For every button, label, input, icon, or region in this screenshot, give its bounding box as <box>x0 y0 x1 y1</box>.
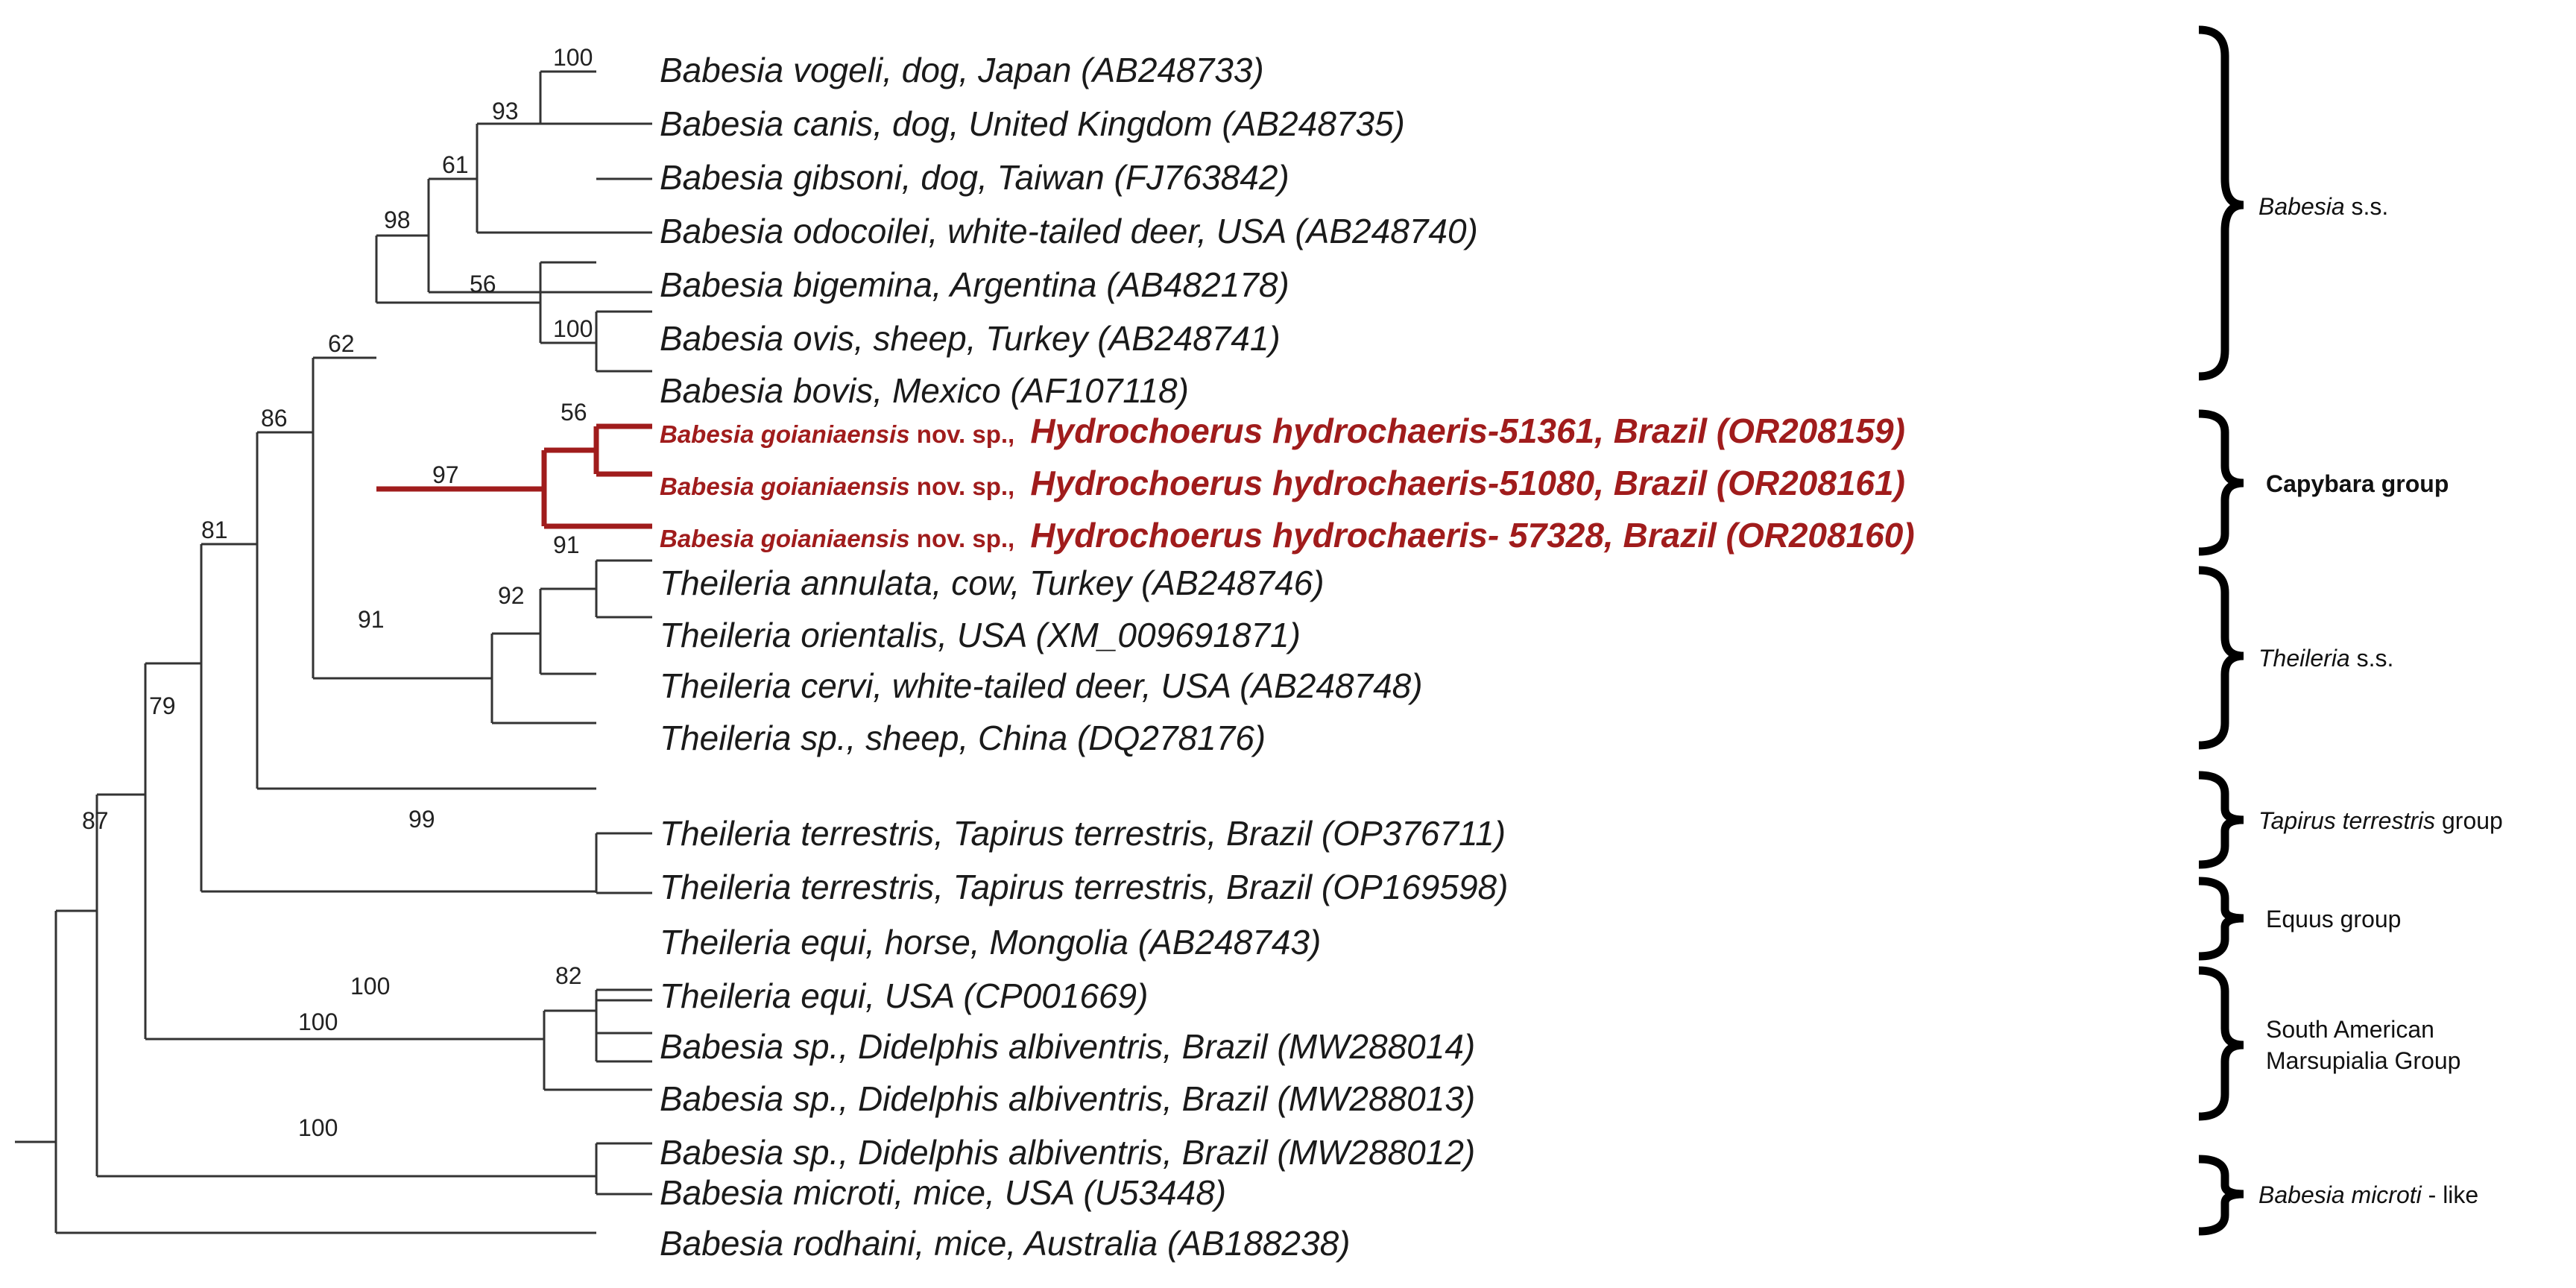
leaf-label: Babesia odocoilei, white-tailed deer, USA (AB248740) <box>660 212 1478 250</box>
leaf-label: Babesia sp., Didelphis albiventris, Brazil (MW288013) <box>660 1079 1476 1118</box>
group-label-capybara: Capybara group <box>2266 470 2449 497</box>
leaf-label: Babesia sp., Didelphis albiventris, Brazil (MW288012) <box>660 1133 1476 1172</box>
leaf-label: Babesia sp., Didelphis albiventris, Brazil (MW288014) <box>660 1027 1476 1066</box>
leaf-label: Theileria terrestris, Tapirus terrestris, Brazil (OP169598) <box>660 868 1509 906</box>
support-value: 100 <box>553 315 593 342</box>
leaf-label-highlight: Babesia goianiaensis nov. sp., Hydrochoerus hydrochaeris- 57328, Brazil (OR208160) <box>660 516 1915 555</box>
support-value: 56 <box>561 399 587 426</box>
support-value: 99 <box>408 806 435 833</box>
group-label-marsupialia-line2: Marsupialia Group <box>2266 1047 2461 1074</box>
leaf-label: Babesia microti, mice, USA (U53448) <box>660 1173 1227 1212</box>
leaf-label: Babesia bigemina, Argentina (AB482178) <box>660 265 1289 304</box>
leaf-label: Babesia bovis, Mexico (AF107118) <box>660 371 1189 410</box>
support-value: 100 <box>553 44 593 71</box>
leaf-label-highlight: Babesia goianiaensis nov. sp., Hydrochoerus hydrochaeris-51080, Brazil (OR208161) <box>660 464 1905 502</box>
support-value: 62 <box>328 330 355 357</box>
support-value: 79 <box>149 692 176 719</box>
support-value: 86 <box>261 405 288 432</box>
support-value: 91 <box>553 531 580 558</box>
group-label-babesia-microti: Babesia microti - like <box>2258 1181 2479 1208</box>
leaf-label: Theileria cervi, white-tailed deer, USA (AB248748) <box>660 666 1423 705</box>
support-value: 91 <box>358 606 385 633</box>
support-value: 87 <box>82 807 109 834</box>
support-value: 97 <box>432 461 459 488</box>
leaf-label-highlight: Babesia goianiaensis nov. sp., Hydrochoerus hydrochaeris-51361, Brazil (OR208159) <box>660 411 1905 450</box>
group-label-marsupialia-line1: South American <box>2266 1016 2434 1043</box>
group-label-babesia-ss: Babesia s.s. <box>2258 193 2389 220</box>
leaf-label: Theileria terrestris, Tapirus terrestris, Brazil (OP376711) <box>660 814 1506 853</box>
leaf-label: Babesia canis, dog, United Kingdom (AB248735) <box>660 104 1405 143</box>
leaf-label: Theileria equi, USA (CP001669) <box>660 976 1149 1015</box>
group-label-equus: Equus group <box>2266 906 2402 932</box>
support-value: 81 <box>201 517 228 543</box>
support-value: 100 <box>298 1008 338 1035</box>
leaf-label: Babesia gibsoni, dog, Taiwan (FJ763842) <box>660 158 1289 197</box>
leaf-label: Theileria orientalis, USA (XM_009691871) <box>660 616 1301 654</box>
support-value: 100 <box>298 1114 338 1141</box>
support-value: 98 <box>384 206 411 233</box>
group-label-tapirus: Tapirus terrestris group <box>2258 807 2503 834</box>
leaf-label: Babesia ovis, sheep, Turkey (AB248741) <box>660 319 1281 358</box>
leaf-label: Babesia rodhaini, mice, Australia (AB188238) <box>660 1224 1351 1263</box>
support-value: 100 <box>350 973 391 1000</box>
leaf-label: Babesia vogeli, dog, Japan (AB248733) <box>660 51 1264 89</box>
leaf-label: Theileria annulata, cow, Turkey (AB248746) <box>660 564 1325 602</box>
support-value: 56 <box>470 271 496 297</box>
support-value: 92 <box>498 582 525 609</box>
support-value: 93 <box>492 98 519 124</box>
leaf-label: Theileria sp., sheep, China (DQ278176) <box>660 719 1266 757</box>
leaf-label: Theileria equi, horse, Mongolia (AB248743) <box>660 923 1322 962</box>
support-value: 82 <box>555 962 582 989</box>
support-value: 61 <box>442 151 469 178</box>
group-label-theileria-ss: Theileria s.s. <box>2258 645 2394 672</box>
